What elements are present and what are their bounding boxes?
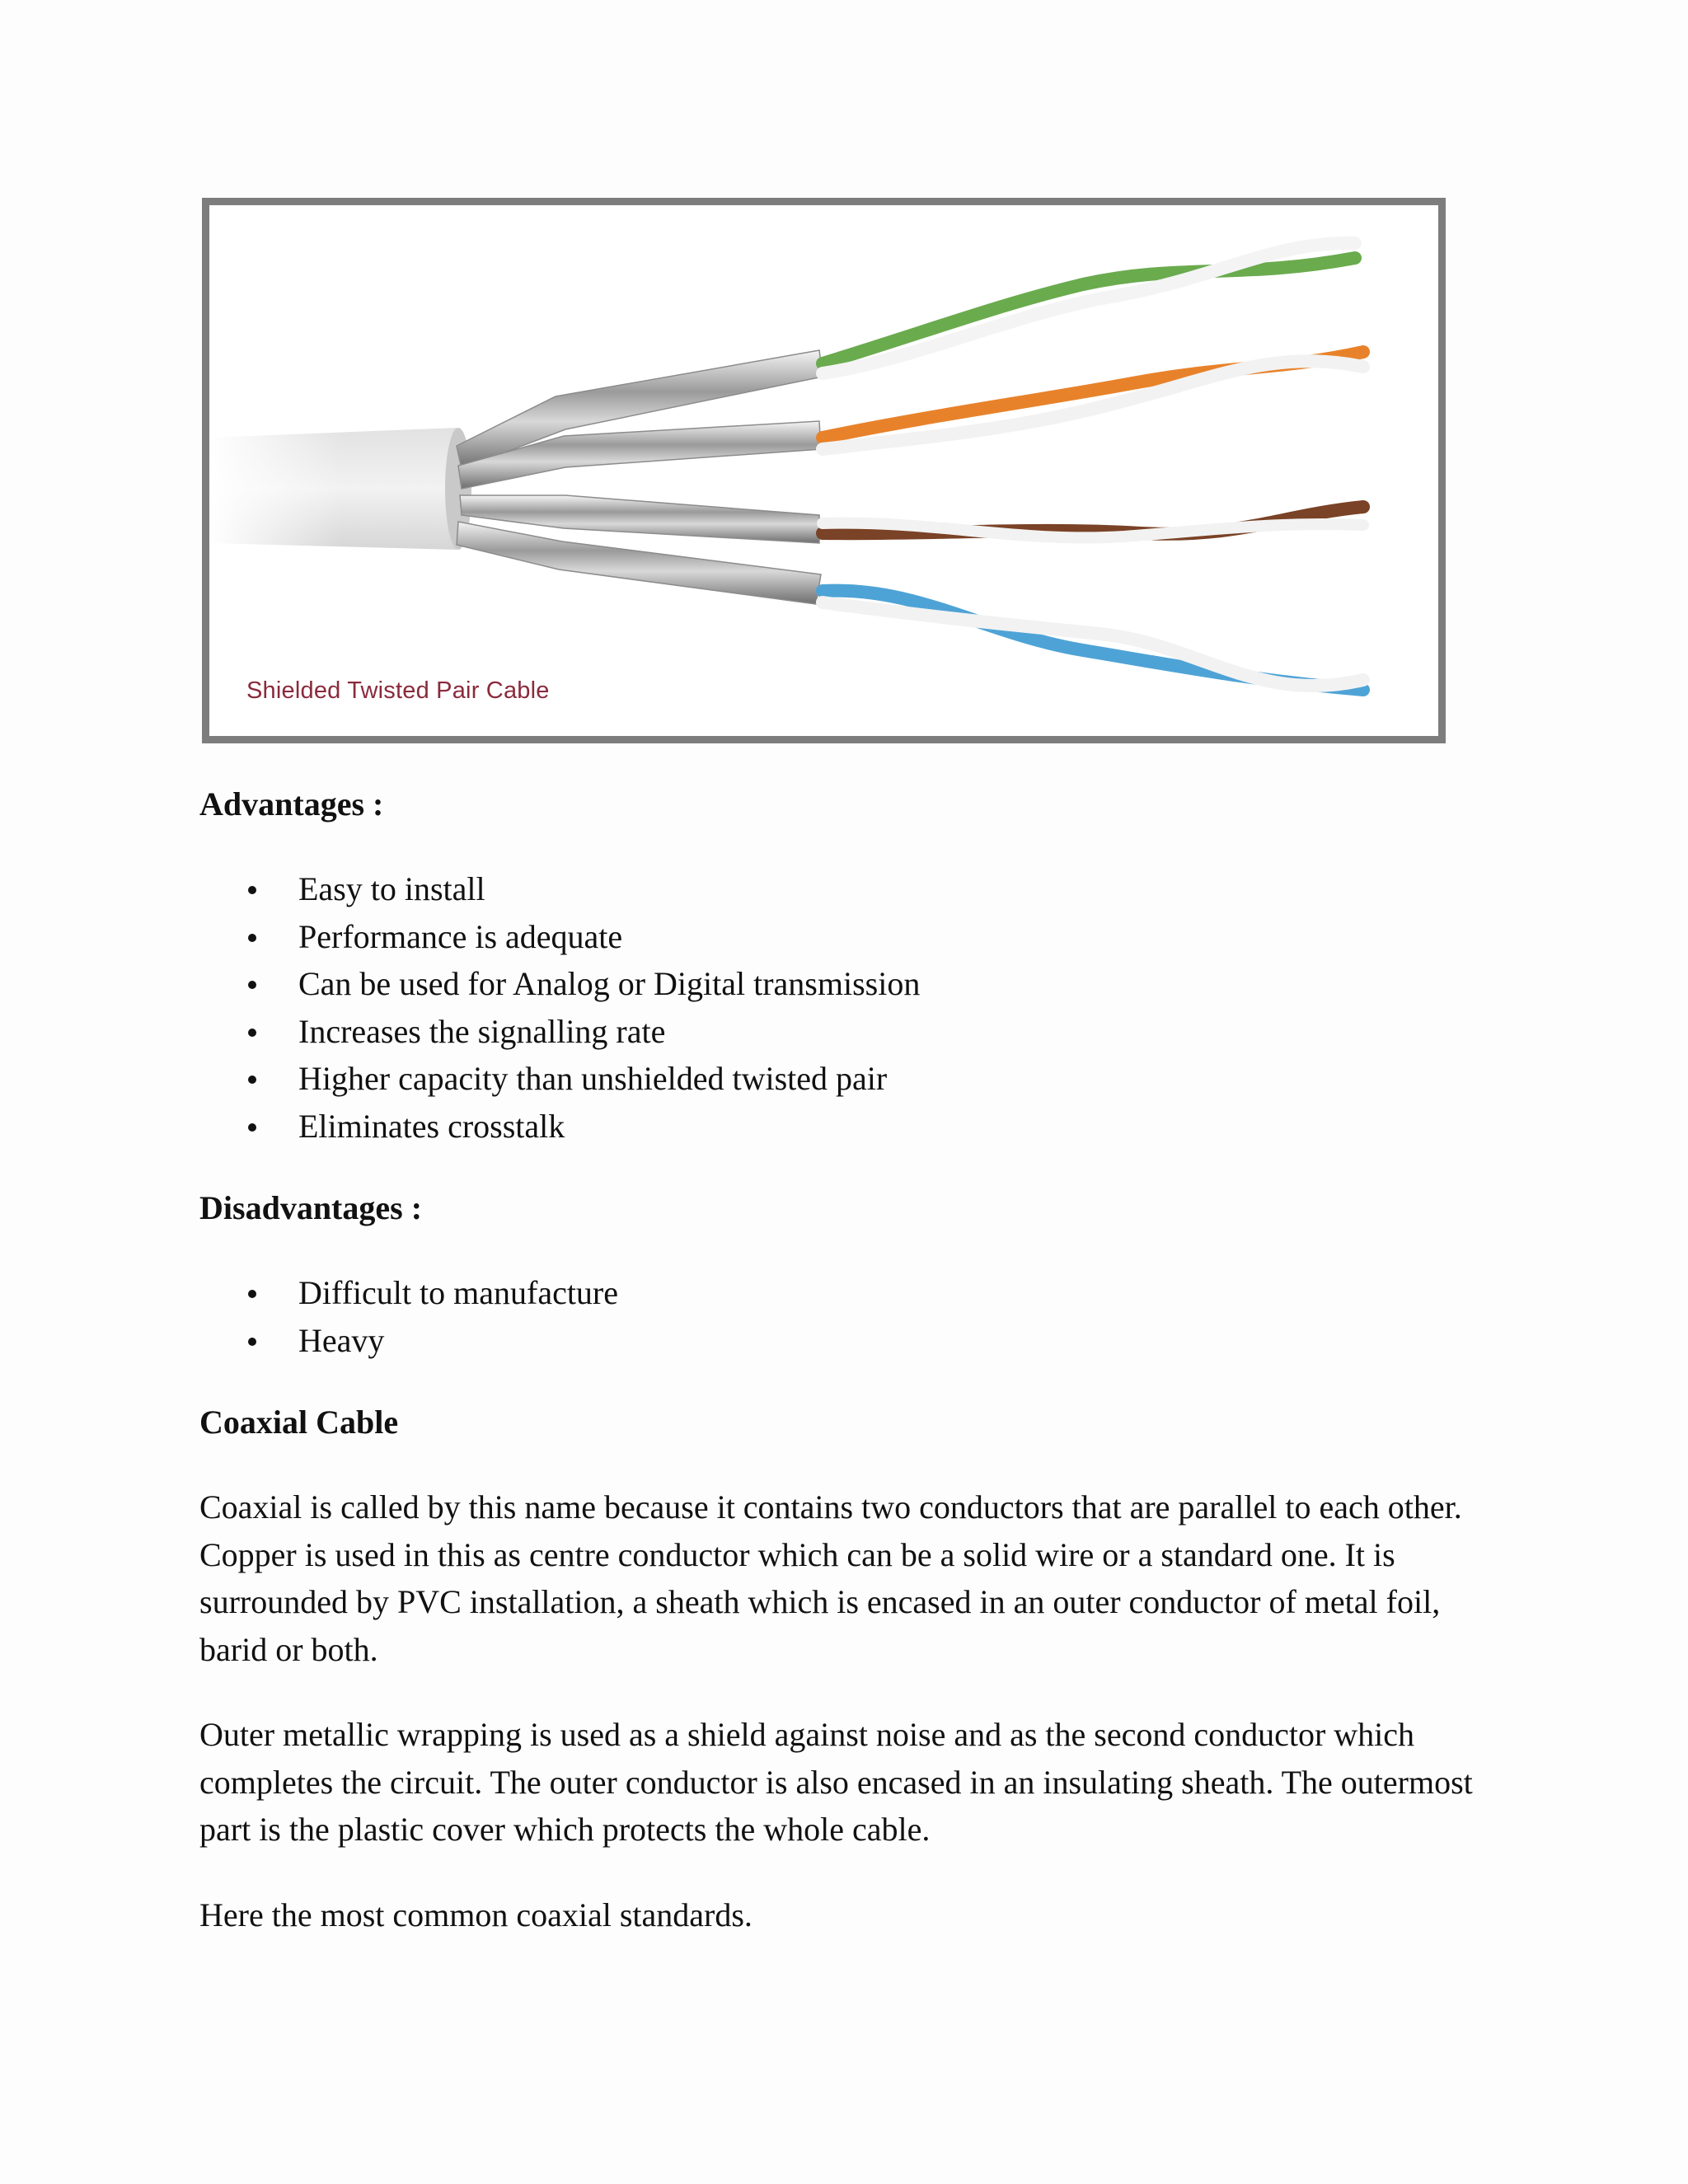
bullet-icon [248, 1338, 256, 1346]
advantages-heading: Advantages : [199, 785, 384, 823]
list-item: Increases the signalling rate [199, 1008, 1502, 1056]
coaxial-paragraph-2: Outer metallic wrapping is used as a shield against noise and as the second conductor which completes the circuit. The outer conductor is also encased in an insulating sheath. The outermost part is the plastic cover which protects the whole cable. [199, 1716, 1473, 1848]
wire-orange-white [823, 361, 1363, 449]
bullet-icon [248, 1290, 256, 1298]
bullet-icon [248, 886, 256, 894]
figure-caption: Shielded Twisted Pair Cable [246, 677, 550, 704]
coaxial-paragraph-3: Here the most common coaxial standards. [199, 1896, 753, 1933]
disadvantages-list [199, 1269, 1502, 1364]
document-body [199, 781, 1502, 1938]
coaxial-paragraph-1: Coaxial is called by this name because it contains two conductors that are parallel to each other. Copper is used in this as centre conductor which can be a solid wire or a standard one. It is surrounded by PVC installation, a sheath which is encased in an outer conductor of metal foil, barid or both. [199, 1488, 1462, 1668]
list-item: Easy to install [199, 865, 1502, 913]
cable-figure [202, 198, 1446, 743]
bullet-icon [248, 1076, 256, 1084]
list-item: Performance is adequate [199, 913, 1502, 961]
list-item: Can be used for Analog or Digital transmission [199, 960, 1502, 1008]
bullet-icon [248, 981, 256, 989]
wire-blue-white [823, 602, 1363, 686]
advantages-list [199, 865, 1502, 1150]
bullet-icon [248, 1029, 256, 1037]
bullet-icon [248, 934, 256, 942]
list-item: Heavy [199, 1317, 1502, 1365]
wire-blue [823, 591, 1363, 690]
list-item: Eliminates crosstalk [199, 1103, 1502, 1151]
shielded-twisted-pair-illustration [209, 205, 1438, 736]
list-item: Difficult to manufacture [199, 1269, 1502, 1317]
coaxial-heading: Coaxial Cable [199, 1404, 399, 1441]
list-item: Higher capacity than unshielded twisted pair [199, 1055, 1502, 1103]
wire-green [823, 258, 1355, 363]
bullet-icon [248, 1123, 256, 1132]
disadvantages-heading: Disadvantages : [199, 1189, 423, 1226]
